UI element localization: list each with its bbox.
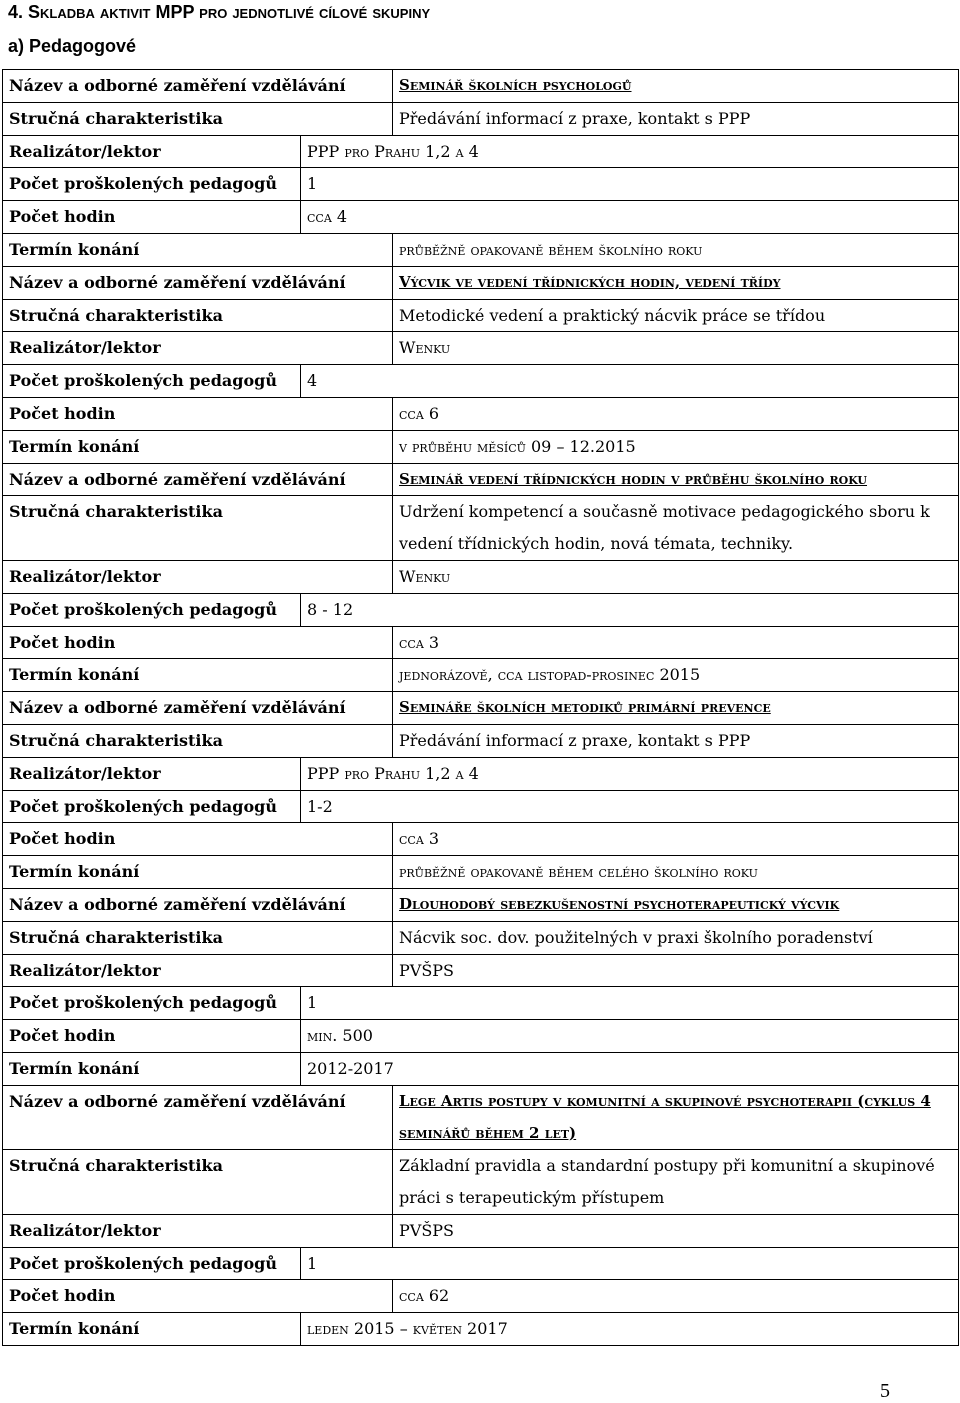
section-number: 4. xyxy=(8,2,24,22)
table-row xyxy=(3,724,959,757)
table-row xyxy=(3,888,959,921)
table-row xyxy=(3,593,959,626)
row-value: Semináře školních metodiků primární prevence xyxy=(393,692,959,725)
row-label: Termín konání xyxy=(3,659,393,692)
row-value: Předávání informací z praxe, kontakt s PPP xyxy=(393,724,959,757)
row-label: Stručná charakteristika xyxy=(3,921,393,954)
row-label: Počet hodin xyxy=(3,823,393,856)
row-value: PPP pro Prahu 1,2 a 4 xyxy=(301,757,959,790)
row-label: Termín konání xyxy=(3,856,393,889)
table-row xyxy=(3,168,959,201)
row-label: Stručná charakteristika xyxy=(3,496,393,561)
row-value: Wenku xyxy=(393,560,959,593)
row-value: cca 62 xyxy=(393,1280,959,1313)
row-value: cca 3 xyxy=(393,626,959,659)
table-row xyxy=(3,692,959,725)
table-row xyxy=(3,560,959,593)
row-label: Název a odborné zaměření vzdělávání xyxy=(3,692,393,725)
row-label: Počet proškolených pedagogů xyxy=(3,1247,301,1280)
table-row xyxy=(3,332,959,365)
row-value: leden 2015 – květen 2017 xyxy=(301,1313,959,1346)
table-row xyxy=(3,987,959,1020)
row-label: Počet proškolených pedagogů xyxy=(3,987,301,1020)
page-number: 5 xyxy=(880,1380,890,1402)
table-row xyxy=(3,790,959,823)
row-value: 8 - 12 xyxy=(301,593,959,626)
row-label: Realizátor/lektor xyxy=(3,560,393,593)
row-label: Stručná charakteristika xyxy=(3,299,393,332)
row-label: Počet proškolených pedagogů xyxy=(3,168,301,201)
table-row xyxy=(3,135,959,168)
row-value: 1 xyxy=(301,1247,959,1280)
table-row xyxy=(3,266,959,299)
row-value: Nácvik soc. dov. použitelných v praxi školního poradenství xyxy=(393,921,959,954)
row-label: Stručná charakteristika xyxy=(3,102,393,135)
row-value: Metodické vedení a praktický nácvik práce se třídou xyxy=(393,299,959,332)
row-label: Název a odborné zaměření vzdělávání xyxy=(3,888,393,921)
row-label: Termín konání xyxy=(3,430,393,463)
row-label: Stručná charakteristika xyxy=(3,724,393,757)
table-row xyxy=(3,70,959,103)
row-label: Stručná charakteristika xyxy=(3,1150,393,1215)
row-value: cca 6 xyxy=(393,397,959,430)
row-value: Dlouhodobý sebezkušenostní psychoterapeutický výcvik xyxy=(393,888,959,921)
table-row xyxy=(3,233,959,266)
row-value: v průběhu měsíců 09 – 12.2015 xyxy=(393,430,959,463)
row-label: Termín konání xyxy=(3,1052,301,1085)
table-row xyxy=(3,299,959,332)
row-value: Wenku xyxy=(393,332,959,365)
row-value: PVŠPS xyxy=(393,954,959,987)
table-row xyxy=(3,201,959,234)
table-row xyxy=(3,757,959,790)
table-row xyxy=(3,365,959,398)
table-row xyxy=(3,659,959,692)
table-row xyxy=(3,823,959,856)
activities-table-body xyxy=(3,70,959,1346)
row-value: cca 4 xyxy=(301,201,959,234)
row-label: Název a odborné zaměření vzdělávání xyxy=(3,70,393,103)
section-title: Skladba aktivit MPP pro jednotlivé cílové skupiny xyxy=(28,2,431,22)
section-heading xyxy=(8,2,430,23)
table-row xyxy=(3,921,959,954)
row-value: průběžně opakovaně během školního roku xyxy=(393,233,959,266)
table-row xyxy=(3,1313,959,1346)
table-row xyxy=(3,856,959,889)
row-value: 4 xyxy=(301,365,959,398)
table-row xyxy=(3,1247,959,1280)
row-label: Realizátor/lektor xyxy=(3,954,393,987)
table-row xyxy=(3,1280,959,1313)
row-label: Počet hodin xyxy=(3,397,393,430)
row-label: Počet hodin xyxy=(3,1280,393,1313)
row-label: Počet hodin xyxy=(3,626,393,659)
row-label: Počet proškolených pedagogů xyxy=(3,790,301,823)
table-row xyxy=(3,954,959,987)
table-row xyxy=(3,397,959,430)
row-label: Název a odborné zaměření vzdělávání xyxy=(3,463,393,496)
row-label: Počet hodin xyxy=(3,201,301,234)
table-row xyxy=(3,430,959,463)
activities-table xyxy=(2,69,959,1346)
table-row xyxy=(3,1052,959,1085)
row-label: Realizátor/lektor xyxy=(3,135,301,168)
table-row xyxy=(3,496,959,561)
row-value: průběžně opakovaně během celého školního roku xyxy=(393,856,959,889)
row-value: 1-2 xyxy=(301,790,959,823)
row-label: Název a odborné zaměření vzdělávání xyxy=(3,266,393,299)
row-value: Výcvik ve vedení třídnických hodin, vedení třídy xyxy=(393,266,959,299)
row-value: Seminář vedení třídnických hodin v průběhu školního roku xyxy=(393,463,959,496)
row-label: Termín konání xyxy=(3,1313,301,1346)
row-label: Realizátor/lektor xyxy=(3,1214,393,1247)
row-value: 1 xyxy=(301,168,959,201)
row-value: min. 500 xyxy=(301,1020,959,1053)
row-value: Udržení kompetencí a současně motivace pedagogického sboru k vedení třídnických hodin, nová témata, techniky. xyxy=(393,496,959,561)
row-value: PPP pro Prahu 1,2 a 4 xyxy=(301,135,959,168)
table-row xyxy=(3,1150,959,1215)
row-value: 2012-2017 xyxy=(301,1052,959,1085)
table-row xyxy=(3,1214,959,1247)
row-label: Počet proškolených pedagogů xyxy=(3,593,301,626)
row-value: jednorázově, cca listopad-prosinec 2015 xyxy=(393,659,959,692)
table-row xyxy=(3,626,959,659)
row-label: Název a odborné zaměření vzdělávání xyxy=(3,1085,393,1150)
row-label: Realizátor/lektor xyxy=(3,757,301,790)
row-label: Počet hodin xyxy=(3,1020,301,1053)
row-value: cca 3 xyxy=(393,823,959,856)
row-label: Termín konání xyxy=(3,233,393,266)
row-label: Realizátor/lektor xyxy=(3,332,393,365)
subsection-heading: a) Pedagogové xyxy=(8,36,137,56)
table-row xyxy=(3,1085,959,1150)
row-label: Počet proškolených pedagogů xyxy=(3,365,301,398)
row-value: 1 xyxy=(301,987,959,1020)
row-value: Základní pravidla a standardní postupy při komunitní a skupinové práci s terapeutickým přístupem xyxy=(393,1150,959,1215)
table-row xyxy=(3,1020,959,1053)
table-row xyxy=(3,463,959,496)
row-value: Seminář školních psychologů xyxy=(393,70,959,103)
row-value: PVŠPS xyxy=(393,1214,959,1247)
row-value: Předávání informací z praxe, kontakt s PPP xyxy=(393,102,959,135)
row-value: Lege Artis postupy v komunitní a skupinové psychoterapii (cyklus 4 seminářů během 2 let) xyxy=(393,1085,959,1150)
table-row xyxy=(3,102,959,135)
